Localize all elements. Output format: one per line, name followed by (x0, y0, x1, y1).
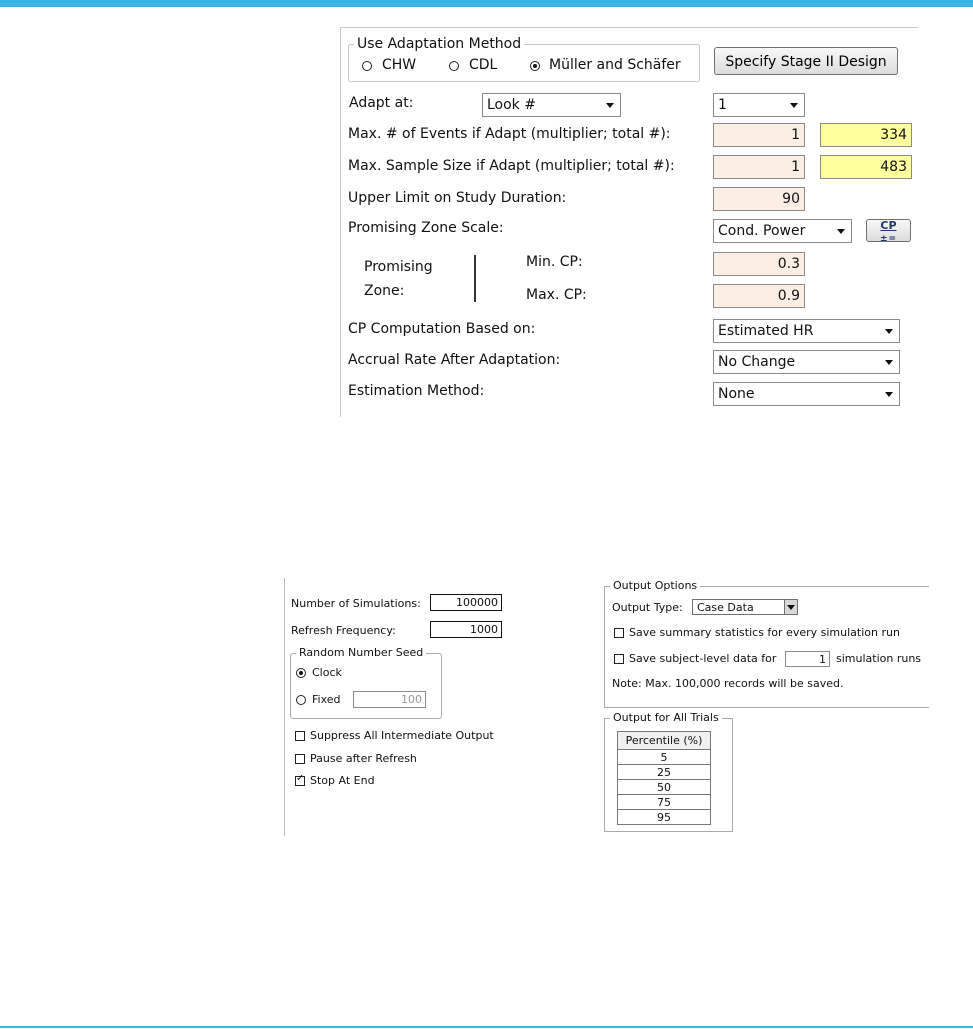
num-sims-input[interactable]: 100000 (430, 594, 502, 611)
refresh-label: Refresh Frequency: (291, 624, 396, 637)
percentile-header: Percentile (%) (618, 732, 711, 750)
num-sims-label: Number of Simulations: (291, 597, 421, 610)
percentile-cell: 95 (618, 810, 711, 825)
table-row[interactable] (618, 750, 711, 765)
max-events-label: Max. # of Events if Adapt (multiplier; total #): (348, 126, 671, 142)
max-sample-label: Max. Sample Size if Adapt (multiplier; total #): (348, 158, 675, 174)
max-cp-label: Max. CP: (526, 287, 587, 303)
radio-fixed[interactable] (296, 695, 306, 705)
stop-at-end-label: Stop At End (310, 774, 375, 787)
sim-panel-left-border (284, 578, 285, 836)
accrual-label: Accrual Rate After Adaptation: (348, 352, 561, 368)
max-sample-multiplier-input[interactable]: 1 (713, 155, 805, 179)
cp-basis-label: CP Computation Based on: (348, 321, 536, 337)
accrual-value: No Change (718, 354, 796, 370)
panel-top-border (340, 27, 918, 28)
radio-clock[interactable] (296, 668, 306, 678)
save-subject-label: Save subject-level data for (629, 652, 777, 665)
zone-scale-label: Promising Zone Scale: (348, 220, 504, 236)
specify-stage-ii-button[interactable]: Specify Stage II Design (714, 47, 898, 75)
radio-clock-label: Clock (312, 666, 342, 679)
table-row[interactable] (618, 810, 711, 825)
percentile-cell: 25 (618, 765, 711, 780)
chevron-down-icon (837, 229, 845, 234)
zone-separator (474, 255, 476, 302)
max-events-total-input[interactable]: 334 (820, 123, 912, 147)
cp-icon: CP (880, 219, 897, 232)
chevron-down-icon (784, 600, 797, 614)
duration-input[interactable]: 90 (713, 187, 805, 211)
percentile-cell: 50 (618, 780, 711, 795)
cp-icon-marks: ±= (879, 234, 898, 244)
records-note: Note: Max. 100,000 records will be saved. (612, 677, 844, 690)
save-subject-checkbox[interactable] (614, 654, 624, 664)
adaptation-method-legend: Use Adaptation Method (354, 36, 524, 52)
seed-legend: Random Number Seed (296, 646, 426, 659)
output-type-dropdown[interactable] (692, 599, 798, 615)
table-row[interactable] (618, 795, 711, 810)
max-sample-total-input[interactable]: 483 (820, 155, 912, 179)
panel-left-border (340, 27, 341, 417)
output-type-label: Output Type: (612, 601, 683, 614)
save-subject-count-input[interactable]: 1 (785, 651, 830, 667)
stop-at-end-checkbox[interactable] (295, 776, 305, 786)
adapt-at-value: Look # (487, 97, 536, 113)
look-number-value: 1 (718, 97, 727, 113)
accrual-dropdown[interactable] (713, 350, 900, 374)
suppress-label: Suppress All Intermediate Output (310, 729, 494, 742)
chevron-down-icon (790, 103, 798, 108)
output-options-legend: Output Options (610, 579, 700, 592)
percentile-table (617, 731, 711, 825)
percentile-cell: 5 (618, 750, 711, 765)
cp-basis-value: Estimated HR (718, 323, 814, 339)
percentile-cell: 75 (618, 795, 711, 810)
radio-chw[interactable] (362, 61, 372, 71)
adapt-at-dropdown[interactable] (482, 93, 621, 117)
radio-cdl-label: CDL (469, 57, 498, 73)
refresh-input[interactable]: 1000 (430, 621, 502, 638)
save-subject-suffix: simulation runs (836, 652, 922, 665)
bottom-accent-line (0, 1026, 973, 1028)
radio-muller-schafer[interactable] (530, 61, 540, 71)
radio-chw-label: CHW (382, 57, 417, 73)
promising-zone-label-2: Zone: (364, 283, 405, 299)
look-number-dropdown[interactable] (713, 93, 805, 117)
zone-scale-dropdown[interactable] (713, 219, 852, 243)
chevron-down-icon (885, 392, 893, 397)
all-trials-legend: Output for All Trials (610, 711, 722, 724)
save-summary-label: Save summary statistics for every simulation run (629, 626, 900, 639)
chevron-down-icon (885, 329, 893, 334)
top-accent-bar (0, 0, 973, 7)
duration-label: Upper Limit on Study Duration: (348, 190, 567, 206)
estimation-dropdown[interactable] (713, 382, 900, 406)
zone-scale-value: Cond. Power (718, 223, 806, 239)
min-cp-label: Min. CP: (526, 254, 583, 270)
cp-calculator-button[interactable] (866, 219, 911, 242)
chevron-down-icon (606, 103, 614, 108)
radio-cdl[interactable] (449, 61, 459, 71)
radio-fixed-label: Fixed (312, 693, 341, 706)
estimation-value: None (718, 386, 755, 402)
cp-basis-dropdown[interactable] (713, 319, 900, 343)
promising-zone-label-1: Promising (364, 259, 433, 275)
table-row[interactable] (618, 780, 711, 795)
adapt-at-label: Adapt at: (349, 95, 414, 111)
max-events-multiplier-input[interactable]: 1 (713, 123, 805, 147)
min-cp-input[interactable]: 0.3 (713, 252, 805, 276)
output-type-value: Case Data (697, 601, 754, 614)
estimation-label: Estimation Method: (348, 383, 485, 399)
save-summary-checkbox[interactable] (614, 628, 624, 638)
pause-checkbox[interactable] (295, 754, 305, 764)
radio-muller-schafer-label: Müller and Schäfer (549, 57, 681, 73)
table-row[interactable] (618, 765, 711, 780)
max-cp-input[interactable]: 0.9 (713, 284, 805, 308)
suppress-checkbox[interactable] (295, 731, 305, 741)
chevron-down-icon (885, 360, 893, 365)
pause-label: Pause after Refresh (310, 752, 417, 765)
seed-group (290, 653, 442, 719)
fixed-seed-input[interactable]: 100 (353, 691, 426, 708)
